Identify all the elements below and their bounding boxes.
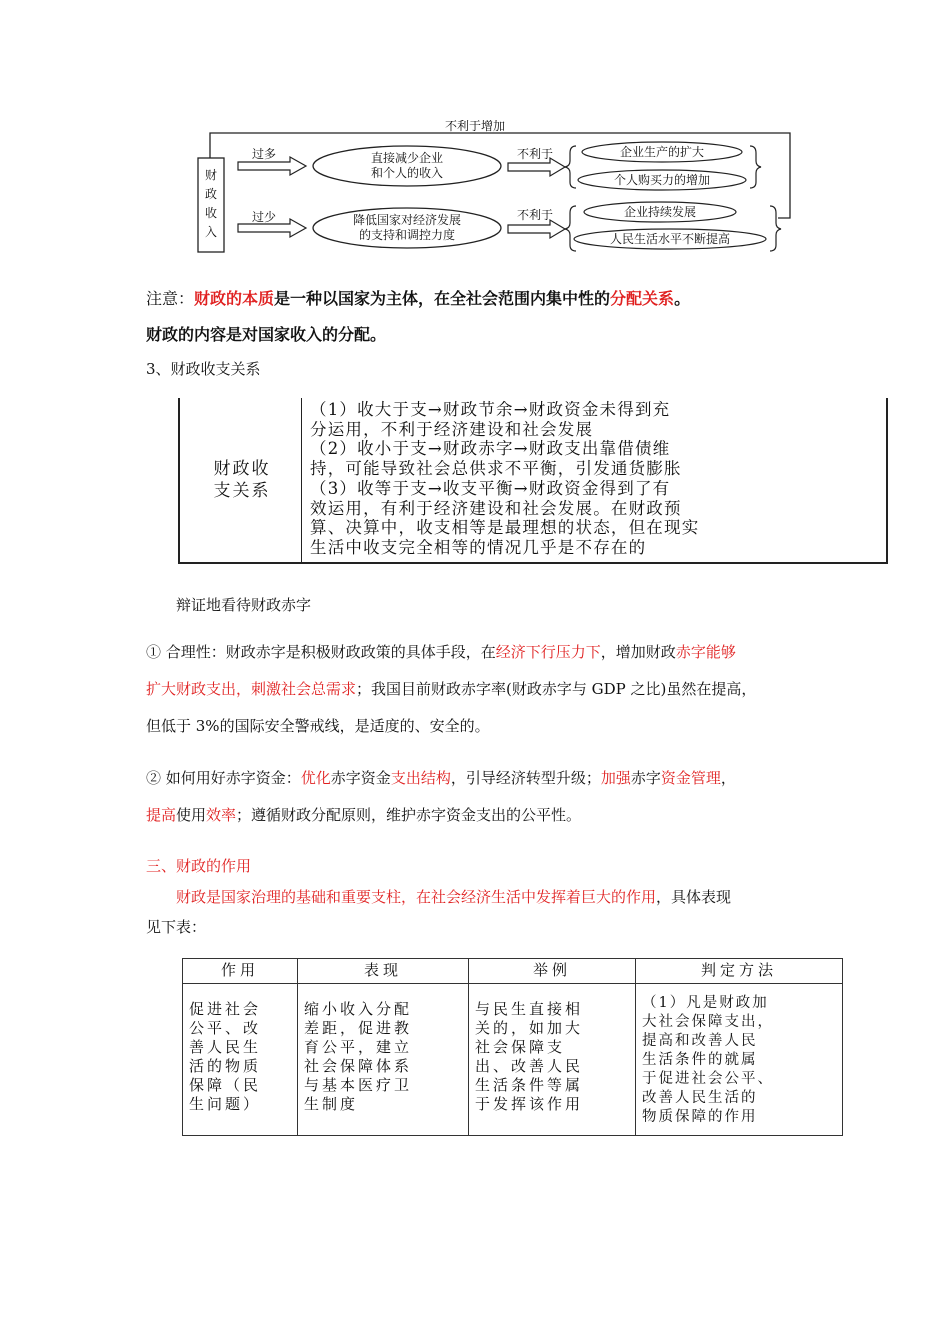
p2-m: ；遵循财政分配原则，维护赤字资金支出的公平性。 [236, 806, 582, 824]
role-line: 生问题） [189, 1095, 262, 1113]
header-method: 判定方法 [636, 959, 843, 984]
ie-line-3: （2）收小于支→财政赤字→财政支出靠借债维 [310, 439, 671, 459]
deficit-p1-line2 [146, 678, 756, 699]
result-lower-2-text: 人民生活水平不断提高 [609, 232, 731, 246]
manifestation-line: 育公平，建立 [304, 1038, 413, 1056]
ie-line-7: 算、决算中，收支相等是最理想的状态，但在现实 [310, 518, 700, 538]
p1-b: 经济下行压力下 [495, 643, 601, 661]
ie-line-5: （3）收等于支→收支平衡→财政资金得到了有 [310, 478, 671, 498]
example-line: 关的，如加大 [475, 1019, 584, 1037]
brace-upper-left [565, 146, 576, 188]
essence-relation: 分配关系 [610, 289, 675, 308]
example-line: 生活条件等属 [475, 1076, 584, 1094]
not-conducive-upper: 不利于 [516, 147, 554, 161]
too-much-label: 过多 [251, 147, 277, 161]
essence-label: 财政的本质 [194, 289, 275, 308]
example-line: 出、改善人民 [475, 1057, 584, 1075]
p2-h: 资金管理 [660, 769, 721, 787]
ie-line-4: 持，可能导致社会总供求不平衡，引发通货膨胀 [310, 459, 682, 479]
income-char-2: 政 [204, 187, 218, 201]
ie-table-title-cell [178, 398, 302, 564]
manifestation-line: 生制度 [304, 1095, 359, 1113]
example-line: 与民生直接相 [475, 1000, 584, 1018]
manifestation-line: 差距，促进教 [304, 1019, 413, 1037]
ie-line-6: 效运用，有利于经济建设和社会发展。在财政预 [310, 498, 682, 518]
too-little-label: 过少 [251, 210, 277, 224]
method-line: 生活条件的就属 [642, 1052, 758, 1068]
ellipse-lower-line1: 降低国家对经济发展 [352, 213, 462, 227]
fiscal-income-diagram [190, 120, 800, 260]
deficit-p1-line1 [146, 641, 736, 662]
deficit-p2-line1 [146, 767, 736, 788]
example-line: 社会保障支 [475, 1038, 566, 1056]
deficit-p1-line3: 但低于 3%的国际安全警戒线，是适度的、安全的。 [146, 717, 490, 735]
role-line: 保障（民 [189, 1076, 262, 1094]
result-upper-2-text: 个人购买力的增加 [613, 173, 711, 187]
header-example: 举例 [469, 959, 636, 984]
result-upper-1-text: 企业生产的扩大 [619, 145, 705, 159]
method-line: 于促进社会公平、 [642, 1071, 774, 1087]
cell-role [183, 984, 298, 1136]
income-char-3: 收 [204, 206, 218, 220]
income-char-4: 入 [204, 225, 218, 239]
ellipse-upper-line2: 和个人的收入 [370, 166, 444, 180]
method-line: 大社会保障支出， [642, 1014, 774, 1030]
p2-a: ② 如何用好赤字资金： [146, 769, 301, 787]
income-char-1: 财 [204, 168, 218, 182]
ie-line-2: 分运用，不利于经济建设和社会发展 [310, 419, 594, 439]
result-lower-1-text: 企业持续发展 [623, 205, 697, 219]
ie-line-1: （1）收大于支→财政节余→财政资金未得到充 [310, 400, 671, 419]
ie-line-8: 生活中收支完全相等的情况几乎是不存在的 [310, 537, 647, 557]
p2-g: 赤字 [630, 769, 661, 787]
brace-lower-right [770, 206, 781, 251]
cell-example [469, 984, 636, 1136]
section-three-intro-line2: 见下表： [146, 918, 207, 936]
arrow-lower-right [508, 220, 565, 238]
note-content: 财政的内容是对国家收入的分配。 [146, 325, 387, 344]
method-line: 改善人民生活的 [642, 1090, 758, 1106]
section-three-heading: 三、财政的作用 [146, 857, 252, 875]
p2-c: 赤字资金 [330, 769, 391, 787]
ie-title-line1: 财政收 [213, 459, 271, 479]
p1-a: ① 合理性：财政赤字是积极财政政策的具体手段，在 [146, 643, 496, 661]
p2-k: 使用 [176, 806, 207, 824]
intro-black: ，具体表现 [656, 888, 732, 906]
role-line: 促进社会 [189, 1000, 262, 1018]
p2-l: 效率 [206, 806, 237, 824]
role-line: 活的物质 [189, 1057, 262, 1075]
p2-f: 加强 [600, 769, 631, 787]
cell-method [636, 984, 843, 1136]
section3-heading: 3、财政收支关系 [146, 360, 261, 378]
note-essence [146, 286, 690, 309]
p2-i: ， [720, 769, 736, 787]
deficit-heading: 辩证地看待财政赤字 [176, 596, 312, 614]
deficit-p2-line2 [146, 804, 581, 825]
p1-d: 赤字能够 [675, 643, 736, 661]
role-line: 善人民生 [189, 1038, 262, 1056]
brace-upper-right [750, 146, 761, 188]
header-role: 作用 [183, 959, 298, 984]
p1-c: ，增加财政 [600, 643, 676, 661]
intro-red: 财政是国家治理的基础和重要支柱，在社会经济生活中发挥着巨大的作用 [176, 888, 657, 906]
ellipse-lower-line2: 的支持和调控力度 [358, 228, 456, 242]
p2-b: 优化 [300, 769, 331, 787]
ellipse-upper-line1: 直接减少企业 [370, 151, 444, 165]
fiscal-role-table [182, 958, 843, 1136]
method-line: 物质保障的作用 [642, 1109, 758, 1125]
header-manifestation: 表现 [298, 959, 469, 984]
ie-title-line2: 支关系 [213, 481, 271, 501]
p2-j: 提高 [146, 806, 177, 824]
not-conducive-lower: 不利于 [516, 208, 554, 222]
method-line: （1）凡是财政加 [642, 995, 769, 1011]
essence-mid: 是一种以国家为主体，在全社会范围内集中性的 [274, 289, 611, 308]
section-three-intro [176, 886, 731, 907]
ie-table-content-cell [302, 398, 888, 564]
role-line: 公平、改 [189, 1019, 262, 1037]
example-line: 于发挥该作用 [475, 1095, 584, 1113]
top-label: 不利于增加 [444, 120, 506, 133]
brace-lower-left [565, 206, 576, 251]
method-line: 提高和改善人民 [642, 1033, 758, 1049]
manifestation-line: 与基本医疗卫 [304, 1076, 413, 1094]
note-prefix: 注意： [146, 289, 195, 308]
manifestation-line: 社会保障体系 [304, 1057, 413, 1075]
cell-manifestation [298, 984, 469, 1136]
p2-d: 支出结构 [390, 769, 451, 787]
p1-e: 扩大财政支出，刺激社会总需求 [146, 680, 357, 698]
p1-f: ；我国目前财政赤字率(财政赤字与 GDP 之比)虽然在提高， [356, 680, 757, 698]
p2-e: ，引导经济转型升级； [450, 769, 601, 787]
manifestation-line: 缩小收入分配 [304, 1000, 413, 1018]
essence-end: 。 [674, 289, 691, 308]
income-expenditure-table [178, 398, 888, 564]
